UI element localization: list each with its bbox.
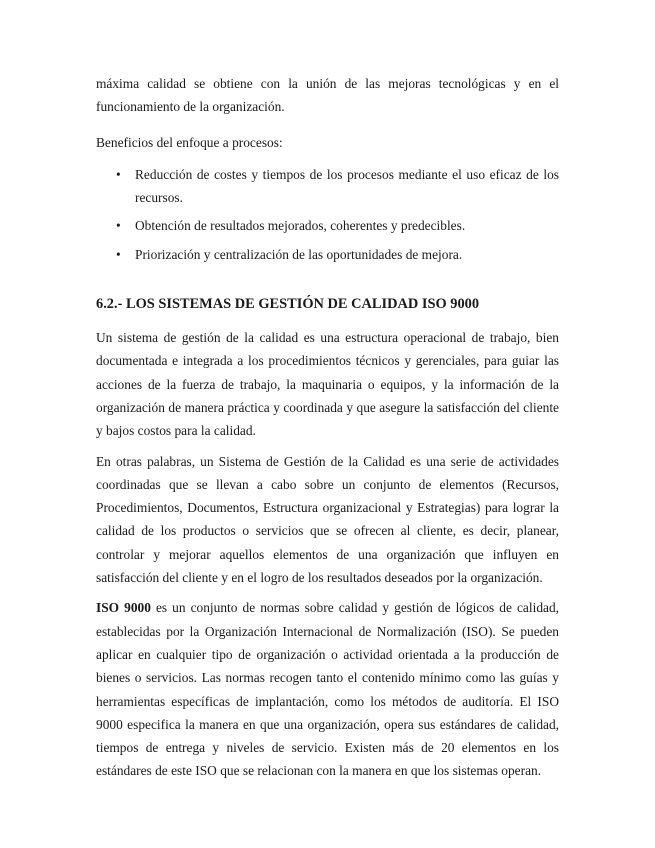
paragraph-3-text: es un conjunto de normas sobre calidad y gestión de lógicos de calidad, establecidas por la Organización Internacional de Normalización (ISO). Se pueden aplicar en cualquier tipo de organización o actividad orientada a la producción de bienes o servicios. Las normas recogen tanto el contenido mínimo como las guías y herramientas específicas de implantación, como los métodos de auditoría. El ISO 9000 especifica la manera en que una organización, opera sus estándares de calidad, tiempos de entrega y niveles de servicio. Existen más de 20 elementos en los estándares de este ISO que se relacionan con la manera en que los sistemas operan. xyxy=(96,600,559,779)
list-item-text: Priorización y centralización de las oportunidades de mejora. xyxy=(135,246,463,262)
bullet-icon: • xyxy=(116,218,121,234)
bullet-icon: • xyxy=(116,166,121,182)
list-item xyxy=(96,214,559,237)
benefits-heading: Beneficios del enfoque a procesos: xyxy=(96,134,283,150)
intro-paragraph: máxima calidad se obtiene con la unión de las mejoras tecnológicas y en el funcionamiento de la organización. xyxy=(96,76,559,115)
paragraph-3 xyxy=(96,596,559,782)
section-title: 6.2.- LOS SISTEMAS DE GESTIÓN DE CALIDAD ISO 9000 xyxy=(96,296,480,313)
list-item-text: Obtención de resultados mejorados, coherentes y predecibles. xyxy=(135,218,466,234)
paragraph-1: Un sistema de gestión de la calidad es una estructura operacional de trabajo, bien documentada e integrada a los procedimientos técnicos y gerenciales, para guiar las acciones de la fuerza de trabajo, la maquinaria o equipos, y la información de la organización de manera práctica y coordinada y que asegure la satisfacción del cliente y bajos costos para la calidad. xyxy=(96,330,559,439)
paragraph-2: En otras palabras, un Sistema de Gestión de la Calidad es una serie de actividades coordinadas que se llevan a cabo sobre un conjunto de elementos (Recursos, Procedimientos, Documentos, Estructura organizacional y Estrategias) para lograr la calidad de los productos o servicios que se ofrecen al cliente, es decir, planear, controlar y mejorar aquellos elementos de una organización que influyen en satisfacción del cliente y en el logro de los resultados deseados por la organización. xyxy=(96,453,559,586)
list-item xyxy=(96,163,559,210)
benefits-list xyxy=(96,163,559,266)
bullet-icon: • xyxy=(116,246,121,262)
list-item xyxy=(96,243,559,266)
iso-9000-term: ISO 9000 xyxy=(96,600,151,616)
list-item-text: Reducción de costes y tiempos de los procesos mediante el uso eficaz de los recursos. xyxy=(135,166,559,206)
